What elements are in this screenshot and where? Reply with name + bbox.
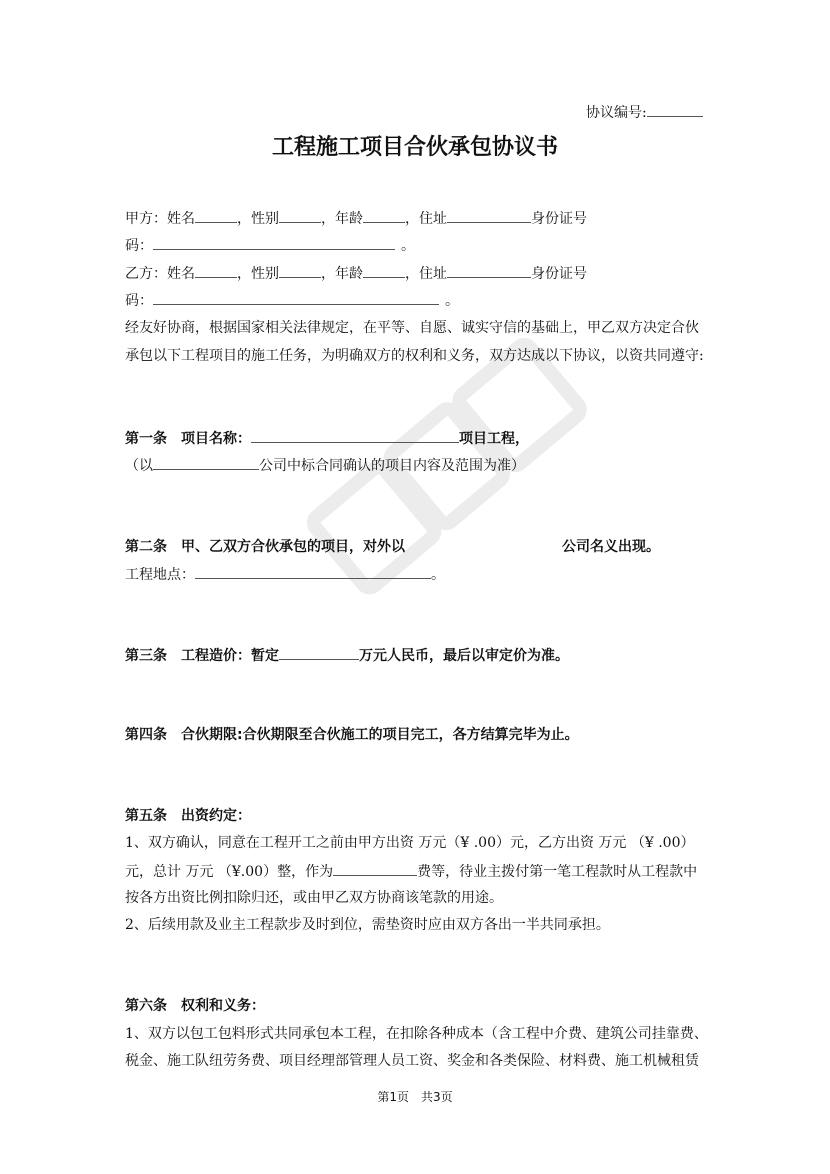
intro-line-1: 经友好协商，根据国家相关法律规定，在平等、自愿、诚实守信的基础上，甲乙双方决定合伙: [125, 320, 699, 336]
party-a-id-line: [125, 235, 415, 256]
article-1-note-prefix: （以: [125, 458, 153, 474]
page-number: 第1页 共3页: [377, 1090, 453, 1104]
article-6-para-1-line-2: 税金、施工队纽劳务费、项目经理部管理人员工资、奖金和各类保险、材料费、施工机械租赁: [125, 1053, 699, 1069]
party-a-id-blank[interactable]: [153, 235, 395, 250]
party-a-name-blank[interactable]: [195, 208, 237, 223]
period: 。: [401, 238, 415, 254]
party-a-line: [125, 208, 587, 229]
party-b-id-blank[interactable]: [153, 290, 439, 305]
age-label: ，年龄: [321, 266, 363, 282]
address-label: ，住址: [405, 266, 447, 282]
article-5-text: 费等，待业主拨付第一笔工程款时从工程款中: [417, 864, 698, 880]
project-site-label: 工程地点：: [125, 567, 195, 583]
article-5-para-1-line-2: [125, 861, 697, 882]
company-blank[interactable]: [153, 455, 259, 470]
party-b-id-line: [125, 290, 459, 311]
article-5-para-2: 2、后续用款及业主工程款步及时到位，需垫资时应由双方各出一半共同承担。: [125, 917, 610, 933]
address-label: ，住址: [405, 211, 447, 227]
article-1-label: 第一条 项目名称：: [125, 431, 251, 447]
intro-line-2: 承包以下工程项目的施工任务，为明确双方的权利和义务，双方达成以下协议，以资共同遵守:: [125, 348, 704, 364]
cost-blank[interactable]: [279, 645, 359, 660]
party-b-name-blank[interactable]: [195, 263, 237, 278]
party-a-gender-blank[interactable]: [279, 208, 321, 223]
article-5-text: 元，总计 万元 （¥.00）整，作为: [125, 864, 334, 880]
party-a-age-blank[interactable]: [363, 208, 405, 223]
article-3-suffix: 万元人民币，最后以审定价为准。: [359, 648, 569, 664]
article-2-label: 第二条 甲、乙双方合伙承包的项目，对外以: [125, 539, 405, 555]
article-3: [125, 645, 569, 666]
gender-label: ，性别: [237, 211, 279, 227]
project-site-line: [125, 564, 445, 585]
article-1: [125, 428, 529, 449]
party-a-address-blank[interactable]: [447, 208, 531, 223]
party-b-address-blank[interactable]: [447, 263, 531, 278]
party-b-age-blank[interactable]: [363, 263, 405, 278]
period: 。: [445, 293, 459, 309]
party-a-label: 甲方：姓名: [125, 211, 195, 227]
article-5-label: 第五条 出资约定：: [125, 808, 251, 824]
article-2: [125, 537, 405, 557]
article-4: 第四条 合伙期限:合伙期限至合伙施工的项目完工，各方结算完毕为止。: [125, 727, 579, 743]
id-label: 身份证号: [531, 266, 587, 282]
agreement-number-blank[interactable]: [647, 102, 703, 117]
party-b-line: [125, 263, 587, 284]
fee-purpose-blank[interactable]: [333, 861, 417, 876]
article-5-para-1-line-3: 按各方出资比例扣除归还，或由甲乙双方协商该笔款的用途。: [125, 890, 503, 906]
article-2-suffix: 公司名义出现。: [562, 539, 660, 555]
article-6-label: 第六条 权利和义务：: [125, 998, 265, 1014]
id-code-label: 码：: [125, 293, 153, 309]
gender-label: ，性别: [237, 266, 279, 282]
article-1-note-suffix: 公司中标合同确认的项目内容及范围为准）: [259, 458, 525, 474]
article-1-note: [125, 455, 525, 476]
party-b-label: 乙方：姓名: [125, 266, 195, 282]
project-name-blank[interactable]: [251, 428, 459, 443]
article-1-suffix: 项目工程，: [459, 431, 529, 447]
article-6-para-1-line-1: 1、双方以包工包料形式共同承包本工程，在扣除各种成本（含工程中介费、建筑公司挂靠费、: [125, 1026, 708, 1042]
document-title: 工程施工项目合伙承包协议书: [271, 135, 558, 160]
project-site-blank[interactable]: [195, 564, 431, 579]
article-5-para-1-line-1: 1、双方确认，同意在工程开工之前由甲方出资 万元（¥ .00）元，乙方出资 万元 （¥ .00）: [125, 835, 695, 851]
period: 。: [431, 567, 445, 583]
id-label: 身份证号: [531, 211, 587, 227]
id-code-label: 码：: [125, 238, 153, 254]
age-label: ，年龄: [321, 211, 363, 227]
party-b-gender-blank[interactable]: [279, 263, 321, 278]
agreement-number: [586, 102, 703, 122]
agreement-number-label: 协议编号:: [586, 105, 647, 121]
article-3-label: 第三条 工程造价：暂定: [125, 648, 279, 664]
